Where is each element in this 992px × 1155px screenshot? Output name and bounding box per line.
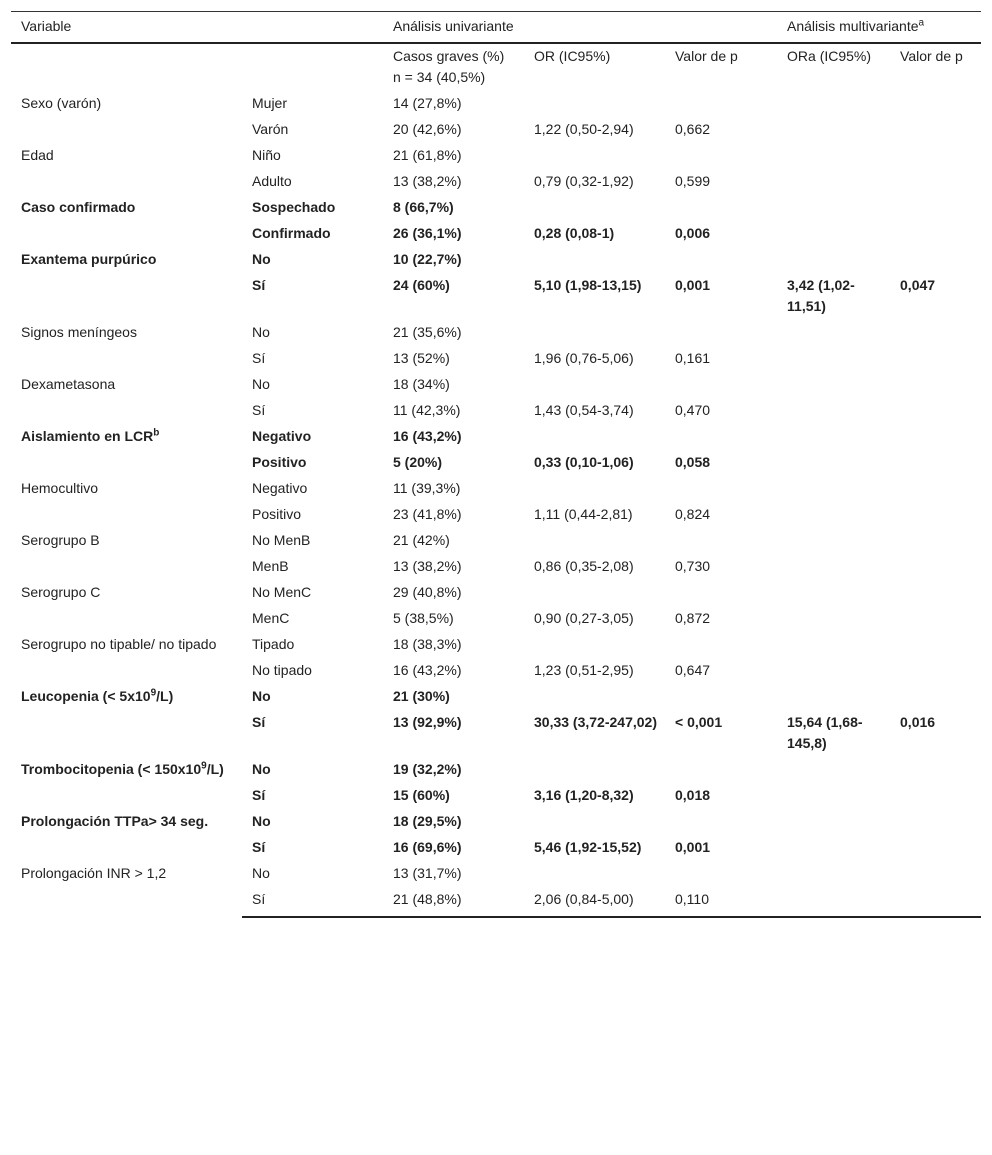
- cases-cell: 13 (92,9%): [393, 714, 462, 730]
- ora-cell: [777, 221, 890, 247]
- p-value-adj-cell: [890, 221, 981, 247]
- cases-cell: 18 (29,5%): [393, 813, 462, 829]
- variable-cell: [11, 757, 242, 809]
- p-value-adj-cell: [890, 684, 981, 710]
- or-cell: 2,06 (0,84-5,00): [524, 887, 665, 917]
- variable-label: Leucopenia (< 5x10: [21, 688, 151, 704]
- or-cell: [524, 632, 665, 658]
- p-value-cell: [665, 809, 777, 835]
- p-value-cell: 0,006: [675, 225, 711, 241]
- or-cell: 5,46 (1,92-15,52): [534, 839, 642, 855]
- p-value-adj-cell: [890, 528, 981, 554]
- variable-label: Serogrupo no tipable/ no tipado: [21, 636, 217, 652]
- category-cell: Sí: [252, 787, 266, 803]
- ora-cell: [777, 606, 890, 632]
- variable-label: Edad: [21, 147, 54, 163]
- p-value-adj-cell: [890, 476, 981, 502]
- or-cell: [524, 757, 665, 783]
- or-cell: [524, 195, 665, 221]
- or-cell: [524, 580, 665, 606]
- p-value-adj-cell: [890, 580, 981, 606]
- ora-cell: [777, 424, 890, 450]
- cases-cell: 21 (30%): [393, 688, 450, 704]
- category-cell: No: [252, 251, 271, 267]
- or-cell: 1,22 (0,50-2,94): [534, 121, 634, 137]
- variable-cell: [11, 195, 242, 247]
- cases-cell: 15 (60%): [393, 787, 450, 803]
- p-value-cell: 0,001: [675, 277, 711, 293]
- cases-cell: 13 (38,2%): [393, 558, 462, 574]
- category-cell: Sí: [252, 402, 266, 418]
- ora-cell: [777, 887, 890, 917]
- category-cell: MenC: [252, 610, 290, 626]
- category-cell: No MenB: [252, 532, 311, 548]
- p-value-adj-cell: [890, 372, 981, 398]
- cases-cell: 21 (48,8%): [383, 887, 524, 917]
- p-value-cell: 0,018: [675, 787, 711, 803]
- category-cell: Adulto: [252, 173, 292, 189]
- ora-cell: [777, 757, 890, 783]
- table-row: [11, 580, 981, 606]
- category-cell: Sí: [252, 350, 266, 366]
- header-row: [11, 12, 981, 44]
- cases-cell: 14 (27,8%): [393, 95, 462, 111]
- variable-cell: [11, 91, 242, 143]
- ora-cell: [777, 528, 890, 554]
- or-cell: [524, 684, 665, 710]
- variable-label: Prolongación TTPa> 34 seg.: [21, 813, 209, 829]
- p-value-adj-cell: [890, 91, 981, 117]
- p-value-cell: 0,872: [675, 610, 711, 626]
- p-value-cell: [665, 91, 777, 117]
- category-cell: Positivo: [252, 506, 302, 522]
- or-cell: [524, 91, 665, 117]
- header-univariate: Análisis univariante: [383, 12, 777, 44]
- variable-cell: [11, 632, 242, 684]
- table-row: [11, 320, 981, 346]
- variable-cell: [11, 809, 242, 861]
- variable-label: Dexametasona: [21, 376, 116, 392]
- table-header: [11, 12, 981, 44]
- cases-cell: 13 (31,7%): [393, 865, 462, 881]
- cases-cell: 18 (38,3%): [393, 636, 462, 652]
- category-cell: Sí: [252, 277, 266, 293]
- p-value-adj-cell: [890, 424, 981, 450]
- subheader-empty-category: [242, 43, 383, 91]
- results-table-container: [11, 11, 981, 918]
- table-row: [11, 372, 981, 398]
- ora-cell: [777, 554, 890, 580]
- table-row: [11, 476, 981, 502]
- ora-cell: [777, 398, 890, 424]
- cases-cell: 18 (34%): [393, 376, 450, 392]
- variable-cell: [11, 528, 242, 580]
- or-cell: 0,33 (0,10-1,06): [534, 454, 634, 470]
- p-value-cell: [665, 143, 777, 169]
- or-cell: [524, 372, 665, 398]
- variable-label: Caso confirmado: [21, 199, 136, 215]
- category-cell: Sí: [252, 714, 266, 730]
- p-value-cell: [665, 757, 777, 783]
- cases-cell: 10 (22,7%): [393, 251, 462, 267]
- p-value-adj-cell: 0,016: [900, 714, 936, 730]
- category-cell: Sí: [242, 887, 383, 917]
- p-value-cell: 0,001: [675, 839, 711, 855]
- p-value-cell: [665, 476, 777, 502]
- p-value-adj-cell: [890, 143, 981, 169]
- ora-cell: [777, 835, 890, 861]
- variable-cell: [11, 476, 242, 528]
- p-value-cell: 0,730: [675, 558, 711, 574]
- header-variable: Variable: [11, 12, 242, 44]
- subheader-row: [11, 43, 981, 91]
- subheader-or: OR (IC95%): [534, 48, 611, 64]
- cases-cell: 16 (43,2%): [393, 662, 462, 678]
- variable-label: Serogrupo B: [21, 532, 100, 548]
- p-value-adj-cell: 0,047: [900, 277, 936, 293]
- cases-cell: 13 (38,2%): [393, 173, 462, 189]
- p-value-adj-cell: [890, 195, 981, 221]
- p-value-adj-cell: [890, 835, 981, 861]
- cases-cell: 29 (40,8%): [393, 584, 462, 600]
- variable-label: Sexo (varón): [21, 95, 102, 111]
- cases-cell: 21 (61,8%): [393, 147, 462, 163]
- header-multivariate: [777, 12, 981, 44]
- or-cell: 30,33 (3,72-247,02): [534, 714, 657, 730]
- category-cell: Mujer: [252, 95, 288, 111]
- p-value-cell: [665, 580, 777, 606]
- variable-cell: [11, 684, 242, 757]
- category-cell: No: [252, 324, 270, 340]
- cases-cell: 11 (42,3%): [393, 402, 461, 418]
- variable-cell: [11, 320, 242, 372]
- category-cell: Tipado: [252, 636, 295, 652]
- ora-cell: [777, 502, 890, 528]
- cases-cell: 16 (69,6%): [393, 839, 462, 855]
- or-cell: [524, 476, 665, 502]
- table-row: [11, 861, 981, 887]
- table-row: [11, 424, 981, 450]
- subheader-cases: [383, 43, 524, 91]
- cases-cell: 8 (66,7%): [393, 199, 454, 215]
- p-value-adj-cell: [890, 887, 981, 917]
- p-value-cell: [665, 372, 777, 398]
- variable-cell: [11, 143, 242, 195]
- subheader-pa: Valor de p: [900, 48, 963, 64]
- category-cell: Sospechado: [252, 199, 336, 215]
- ora-cell: [777, 809, 890, 835]
- p-value-adj-cell: [890, 320, 981, 346]
- header-multivariate-sup: a: [918, 17, 925, 29]
- subheader-empty-variable: [11, 43, 242, 91]
- variable-cell: [11, 247, 242, 320]
- or-cell: 1,43 (0,54-3,74): [534, 402, 634, 418]
- ora-cell: 15,64 (1,68-145,8): [787, 714, 863, 751]
- p-value-adj-cell: [890, 861, 981, 887]
- ora-cell: [777, 783, 890, 809]
- p-value-adj-cell: [890, 809, 981, 835]
- p-value-adj-cell: [890, 398, 981, 424]
- variable-label-tail: /L): [206, 761, 224, 777]
- p-value-cell: 0,058: [675, 454, 711, 470]
- ora-cell: [777, 476, 890, 502]
- ora-cell: [777, 91, 890, 117]
- p-value-adj-cell: [890, 757, 981, 783]
- p-value-cell: [665, 320, 777, 346]
- variable-cell: [11, 861, 242, 917]
- variable-cell: [11, 580, 242, 632]
- ora-cell: [777, 117, 890, 143]
- category-cell: No MenC: [252, 584, 312, 600]
- table-body: [11, 43, 981, 917]
- cases-cell: 24 (60%): [393, 277, 450, 293]
- or-cell: 5,10 (1,98-13,15): [534, 277, 642, 293]
- p-value-adj-cell: [890, 606, 981, 632]
- or-cell: [524, 143, 665, 169]
- cases-cell: 21 (35,6%): [393, 324, 462, 340]
- cases-cell: 20 (42,6%): [393, 121, 462, 137]
- ora-cell: [777, 346, 890, 372]
- variable-label-sup: b: [153, 427, 160, 439]
- p-value-adj-cell: [890, 783, 981, 809]
- p-value-adj-cell: [890, 247, 981, 273]
- category-cell: Negativo: [252, 480, 308, 496]
- subheader-n-total: n = 34 (40,5%): [393, 69, 486, 85]
- category-cell: Negativo: [252, 428, 312, 444]
- or-cell: 1,23 (0,51-2,95): [534, 662, 634, 678]
- table-row: [11, 528, 981, 554]
- or-cell: [524, 247, 665, 273]
- cases-cell: 13 (52%): [393, 350, 450, 366]
- variable-label: Signos meníngeos: [21, 324, 137, 340]
- variable-label-sup: 9: [201, 760, 207, 772]
- table-row: [11, 632, 981, 658]
- ora-cell: [777, 861, 890, 887]
- p-value-cell: [665, 684, 777, 710]
- or-cell: [524, 424, 665, 450]
- p-value-adj-cell: [890, 658, 981, 684]
- p-value-cell: 0,470: [675, 402, 711, 418]
- variable-label: Exantema purpúrico: [21, 251, 157, 267]
- category-cell: Positivo: [252, 454, 307, 470]
- p-value-adj-cell: [890, 346, 981, 372]
- table-row: [11, 247, 981, 273]
- variable-label: Hemocultivo: [21, 480, 99, 496]
- table-row: [11, 809, 981, 835]
- ora-cell: [777, 450, 890, 476]
- variable-cell: [11, 372, 242, 424]
- or-cell: [524, 320, 665, 346]
- category-cell: No: [252, 376, 270, 392]
- variable-label: Trombocitopenia (< 150x10: [21, 761, 202, 777]
- header-category: [242, 12, 383, 44]
- p-value-cell: [665, 861, 777, 887]
- p-value-cell: [665, 528, 777, 554]
- p-value-adj-cell: [890, 554, 981, 580]
- ora-cell: [777, 143, 890, 169]
- table-row: [11, 143, 981, 169]
- p-value-adj-cell: [890, 169, 981, 195]
- p-value-adj-cell: [890, 450, 981, 476]
- header-multivariate-text: Análisis multivariante: [787, 18, 919, 34]
- category-cell: MenB: [252, 558, 289, 574]
- or-cell: [524, 809, 665, 835]
- or-cell: 3,16 (1,20-8,32): [534, 787, 634, 803]
- variable-label-tail: /L): [156, 688, 174, 704]
- ora-cell: [777, 169, 890, 195]
- subheader-ora: ORa (IC95%): [787, 48, 872, 64]
- ora-cell: [777, 195, 890, 221]
- p-value-cell: [665, 632, 777, 658]
- cases-cell: 5 (38,5%): [393, 610, 454, 626]
- ora-cell: [777, 247, 890, 273]
- category-cell: Sí: [252, 839, 266, 855]
- p-value-cell: 0,161: [675, 350, 711, 366]
- subheader-cases-label: Casos graves (%): [393, 48, 505, 64]
- cases-cell: 16 (43,2%): [393, 428, 462, 444]
- table-row: [11, 195, 981, 221]
- table-row: [11, 684, 981, 710]
- p-value-cell: [665, 424, 777, 450]
- cases-cell: 21 (42%): [393, 532, 450, 548]
- category-cell: Confirmado: [252, 225, 331, 241]
- or-cell: [524, 528, 665, 554]
- category-cell: Varón: [252, 121, 289, 137]
- variable-label: Prolongación INR > 1,2: [21, 865, 167, 881]
- category-cell: No: [252, 688, 271, 704]
- subheader-p: Valor de p: [675, 48, 738, 64]
- or-cell: [524, 861, 665, 887]
- cases-cell: 5 (20%): [393, 454, 443, 470]
- category-cell: No tipado: [252, 662, 312, 678]
- p-value-adj-cell: [890, 502, 981, 528]
- p-value-cell: [665, 247, 777, 273]
- results-table: [11, 11, 981, 918]
- p-value-adj-cell: [890, 632, 981, 658]
- or-cell: 0,79 (0,32-1,92): [534, 173, 634, 189]
- or-cell: 0,90 (0,27-3,05): [534, 610, 634, 626]
- or-cell: 1,96 (0,76-5,06): [534, 350, 634, 366]
- p-value-cell: < 0,001: [675, 714, 723, 730]
- p-value-cell: 0,662: [675, 121, 711, 137]
- table-row: [11, 91, 981, 117]
- p-value-cell: 0,599: [675, 173, 711, 189]
- p-value-cell: [665, 195, 777, 221]
- or-cell: 0,28 (0,08-1): [534, 225, 615, 241]
- category-cell: No: [252, 865, 270, 881]
- ora-cell: [777, 372, 890, 398]
- cases-cell: 23 (41,8%): [393, 506, 462, 522]
- ora-cell: [777, 684, 890, 710]
- category-cell: No: [252, 813, 271, 829]
- ora-cell: 3,42 (1,02-11,51): [787, 277, 855, 314]
- cases-cell: 11 (39,3%): [393, 480, 461, 496]
- ora-cell: [777, 580, 890, 606]
- or-cell: 1,11 (0,44-2,81): [534, 506, 633, 522]
- category-cell: No: [252, 761, 271, 777]
- cases-cell: 19 (32,2%): [393, 761, 462, 777]
- p-value-cell: 0,647: [675, 662, 711, 678]
- p-value-cell: 0,110: [665, 887, 777, 917]
- p-value-adj-cell: [890, 117, 981, 143]
- variable-label-sup: 9: [150, 687, 157, 699]
- or-cell: 0,86 (0,35-2,08): [534, 558, 634, 574]
- p-value-cell: 0,824: [675, 506, 711, 522]
- cases-cell: 26 (36,1%): [393, 225, 462, 241]
- table-row: [11, 757, 981, 783]
- ora-cell: [777, 658, 890, 684]
- ora-cell: [777, 632, 890, 658]
- variable-label: Serogrupo C: [21, 584, 101, 600]
- variable-label: Aislamiento en LCR: [21, 428, 154, 444]
- category-cell: Niño: [252, 147, 281, 163]
- variable-cell: [11, 424, 242, 476]
- ora-cell: [777, 320, 890, 346]
